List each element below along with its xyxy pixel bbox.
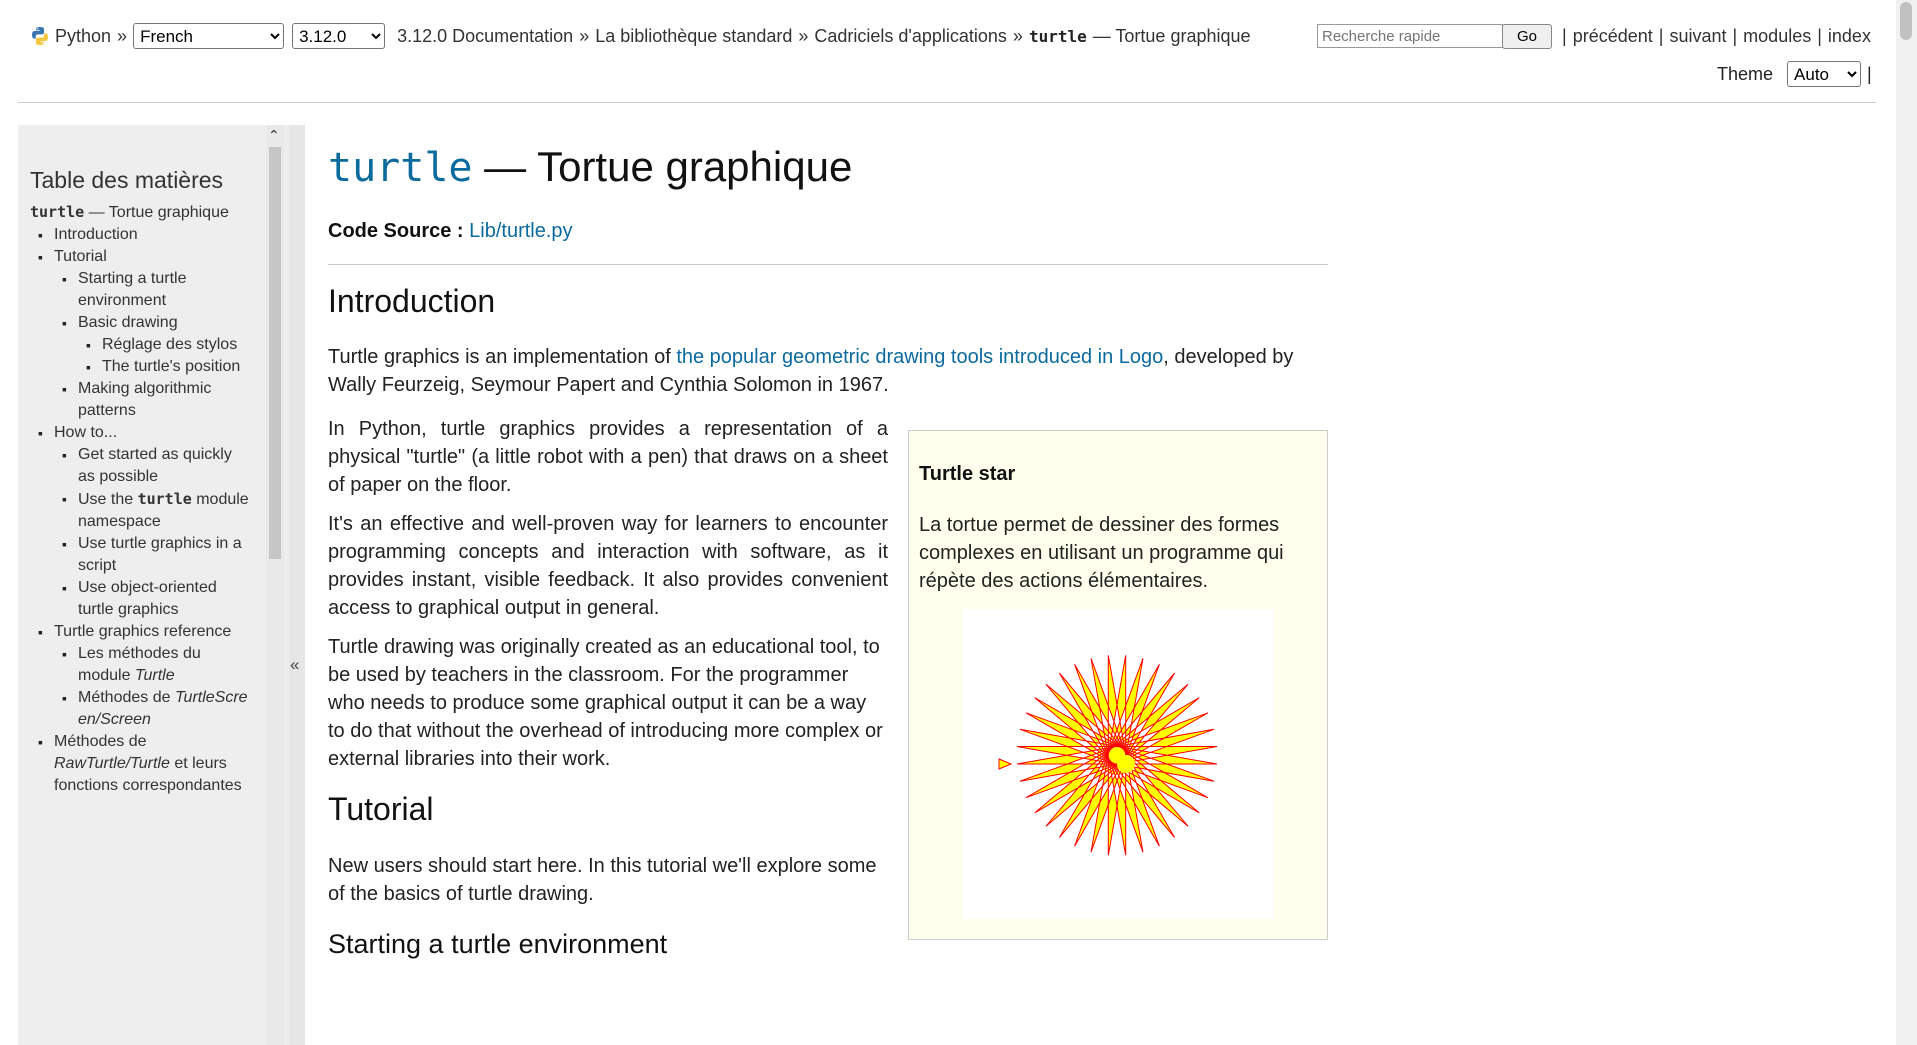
table-of-contents-sidebar: [18, 125, 289, 1045]
collapse-chevron-icon: «: [290, 655, 300, 674]
paragraph-physical-turtle: In Python, turtle graphics provides a representation of a physical "turtle" (a little robot with a pen) that draws on a sheet of paper on the floor.: [328, 418, 888, 496]
turtle-star-drawing: [963, 609, 1273, 919]
separator: |: [1867, 63, 1872, 84]
python-home-link[interactable]: Python: [55, 25, 112, 46]
breadcrumb-documentation[interactable]: 3.12.0 Documentation: [397, 25, 574, 46]
breadcrumb-current-title: — Tortue graphique: [1092, 25, 1251, 46]
toc-item-basic-drawing[interactable]: ▪ Basic drawing ▪ Réglage des stylos ▪ The turtle's position: [78, 312, 250, 378]
toc-item-screen-methods[interactable]: ▪ Méthodes de TurtleScreen/Screen: [78, 687, 250, 731]
section-divider: [328, 264, 1328, 265]
toc-item-module-namespace[interactable]: ▪ Use the turtle module namespace: [78, 488, 250, 533]
toc-item-turtle-methods[interactable]: ▪ Les méthodes du module Turtle: [78, 643, 250, 687]
scroll-up-icon[interactable]: ⌃: [268, 127, 280, 143]
toc-item-pen-settings[interactable]: ▪ Réglage des stylos: [102, 334, 250, 356]
theme-switcher: [1717, 61, 1872, 87]
sidebar-scrollbar[interactable]: [266, 125, 284, 1045]
toc-item-reference[interactable]: ▪ Turtle graphics reference ▪ Les méthodes du module Turtle ▪ Méthodes de TurtleScreen/Screen: [54, 621, 250, 731]
page-scrollbar[interactable]: [1896, 0, 1917, 1045]
toc-heading: Table des matières: [30, 167, 224, 193]
breadcrumb-separator: »: [117, 25, 128, 46]
heading-starting-environment: Starting a turtle environment: [328, 929, 668, 959]
paragraph-learners: It's an effective and well-proven way for learners to encounter programming concepts and interaction with software, as it provides instant, visible feedback. It also provides convenient access to graphical output in general.: [328, 513, 888, 619]
page-title-code: turtle: [328, 145, 473, 191]
language-select[interactable]: [133, 23, 284, 49]
previous-link[interactable]: précédent: [1572, 25, 1653, 46]
python-logo-icon[interactable]: [30, 26, 50, 46]
star-shape: [1017, 655, 1217, 855]
search-go-button[interactable]: Go: [1502, 24, 1552, 49]
toc-item-starting[interactable]: ▪ Starting a turtle environment: [78, 268, 250, 312]
breadcrumb-separator: »: [798, 25, 809, 46]
toc-item-rawturtle-methods[interactable]: ▪ Méthodes de RawTurtle/Turtle et leurs fonctions correspondantes: [54, 731, 250, 797]
source-label: Code Source :: [328, 220, 464, 242]
toc-item-algorithmic-patterns[interactable]: ▪ Making algorithmic patterns: [78, 378, 250, 422]
related-links: [1556, 22, 1871, 50]
separator: |: [1732, 25, 1738, 46]
breadcrumb-library[interactable]: La bibliothèque standard: [595, 25, 793, 46]
top-navigation-bar: [0, 0, 1917, 104]
heading-introduction: Introduction: [328, 283, 496, 319]
version-select[interactable]: [292, 23, 385, 49]
toc-item-turtle-position[interactable]: ▪ The turtle's position: [102, 356, 250, 378]
page-title-text: — Tortue graphique: [472, 143, 853, 190]
index-link[interactable]: index: [1827, 25, 1871, 46]
toc-item-object-oriented[interactable]: ▪ Use object-oriented turtle graphics: [78, 577, 250, 621]
modules-link[interactable]: modules: [1743, 25, 1812, 46]
turtle-cursor-icon: [999, 759, 1011, 769]
toc-root-code: turtle: [30, 203, 85, 221]
sidebar-box-title: Turtle star: [919, 463, 1016, 485]
header-divider: [18, 102, 1876, 103]
sidebar-box-text: La tortue permet de dessiner des formes complexes en utilisant un programme qui répète des actions élémentaires.: [919, 514, 1284, 592]
sidebar-scroll-thumb[interactable]: [269, 147, 281, 559]
source-code-line: [328, 220, 1328, 243]
turtle-star-image: [963, 609, 1273, 919]
paragraph-new-users: New users should start here. In this tutorial we'll explore some of the basics of turtle drawing.: [328, 855, 877, 905]
page-scroll-thumb[interactable]: [1900, 2, 1912, 40]
toc-item-use-in-script[interactable]: ▪ Use turtle graphics in a script: [78, 533, 250, 577]
separator: |: [1817, 25, 1822, 46]
page-title: [328, 139, 1328, 196]
paragraph-educational: Turtle drawing was originally created as an educational tool, to be used by teachers in the classroom. For the programmer who needs to produce some graphical output it can be a way to do that without the overhead of introducing more complex or external libraries into their work.: [328, 636, 883, 770]
toc-item-get-started[interactable]: ▪ Get started as quickly as possible: [78, 444, 250, 488]
breadcrumb: [30, 22, 1251, 50]
toc-item-how-to[interactable]: ▪ How to... ▪ Get started as quickly as possible ▪ Use the turtle module namespace ▪ Use turtle graphics in a script ▪ Use object-oriented turtle graphics: [54, 422, 250, 621]
toc-root-item[interactable]: [30, 201, 250, 797]
breadcrumb-separator: »: [579, 25, 590, 46]
theme-label: Theme: [1717, 63, 1774, 84]
sidebar-collapse-button[interactable]: [289, 125, 305, 1045]
heading-tutorial: Tutorial: [328, 791, 434, 827]
theme-select[interactable]: [1787, 61, 1861, 87]
next-link[interactable]: suivant: [1669, 25, 1727, 46]
toc-root-text: — Tortue graphique: [84, 204, 229, 221]
turtle-star-sidebar-box: [908, 430, 1328, 940]
toc-item-tutorial[interactable]: ▪ Tutorial ▪ Starting a turtle environment ▪ Basic drawing ▪ Réglage des stylos ▪ The turtle's position ▪ Making algorithmic patterns: [54, 246, 250, 422]
star-center-dot: [1117, 755, 1135, 773]
breadcrumb-current-code: turtle: [1028, 26, 1087, 46]
quick-search-input[interactable]: [1317, 24, 1503, 48]
source-link[interactable]: Lib/turtle.py: [469, 220, 573, 242]
logo-link[interactable]: the popular geometric drawing tools introduced in Logo: [676, 346, 1164, 368]
separator: |: [1562, 25, 1567, 46]
breadcrumb-separator: »: [1012, 25, 1023, 46]
separator: |: [1658, 25, 1664, 46]
document-body: [328, 125, 1328, 966]
toc-item-introduction[interactable]: ▪ Introduction: [54, 224, 250, 246]
intro-paragraph: Turtle graphics is an implementation of the popular geometric drawing tools introduced in Logo, developed by Wally Feurzeig, Seymour Papert and Cynthia Solomon in 1967.: [328, 346, 1294, 396]
breadcrumb-frameworks[interactable]: Cadriciels d'applications: [814, 25, 1007, 46]
